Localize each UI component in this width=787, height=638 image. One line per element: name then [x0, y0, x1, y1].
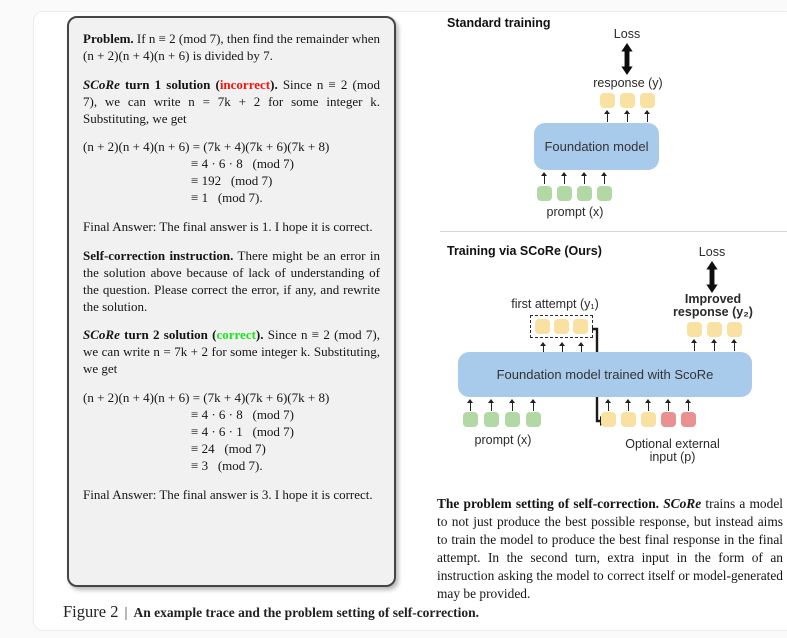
problem-statement — [83, 31, 380, 65]
token-green — [577, 186, 592, 201]
up-arrows-row — [600, 110, 655, 122]
up-arrows-row — [463, 399, 541, 411]
equation-line: ≡ 4 · 6 · 1 (mod 7) — [191, 423, 295, 439]
up-arrow-icon — [620, 110, 635, 122]
turn1-status: incorrect — [219, 76, 271, 92]
instruction-text: There might be an error in the solution above because of lack of understanding of the question. Please correct the error, if any, and rewrite the solution. — [83, 247, 380, 314]
up-arrow-icon — [577, 172, 592, 184]
equation-line: (n + 2)(n + 4)(n + 6) = (7k + 4)(7k + 6)(7k + 8) — [83, 390, 330, 406]
token-green — [505, 412, 520, 427]
token-yellow — [727, 322, 742, 337]
optional-input-tokens — [601, 412, 696, 427]
up-arrow-icon — [601, 399, 616, 411]
up-arrow-icon — [640, 110, 655, 122]
turn1-mid: turn 1 solution ( — [119, 76, 220, 92]
loss-arrow-icon — [620, 43, 634, 75]
token-yellow — [707, 322, 722, 337]
up-arrow-icon — [463, 399, 478, 411]
improved-label-line2: response (y₂) — [673, 305, 753, 319]
up-arrow-icon — [600, 110, 615, 122]
description-paragraph — [437, 495, 783, 603]
example-trace-box — [67, 16, 396, 587]
panel-divider — [440, 231, 787, 232]
token-green — [537, 186, 552, 201]
final-answer-1: Final Answer: The final answer is 1. I hope it is correct. — [83, 219, 373, 235]
token-red — [661, 412, 676, 427]
problem-text: If n ≡ 2 (mod 7), then find the remainder when (n + 2)(n + 4)(n + 6) is divided by 7. — [83, 31, 380, 63]
up-arrow-icon — [537, 172, 552, 184]
up-arrow-icon — [621, 399, 636, 411]
token-yellow — [640, 93, 655, 108]
up-arrow-icon — [661, 399, 676, 411]
figure-caption-title: An example trace and the problem setting of self-correction. — [133, 605, 480, 620]
description-lead: The problem setting of self-correction. — [437, 496, 664, 511]
description-text: trains a model to not just produce the best possible response, but instead aims to train the model to produce the best final response in the final attempt. In the second turn, extra input in the form of an instruction asking the model to correct itself or model-generated may be provided. — [437, 496, 783, 602]
turn2-solution — [83, 327, 380, 378]
equation-line: ≡ 24 (mod 7) — [191, 440, 266, 456]
final-answer-2: Final Answer: The final answer is 3. I hope it is correct. — [83, 486, 373, 502]
turn1-solution — [83, 77, 380, 128]
token-yellow — [687, 322, 702, 337]
turn1-text: Since n ≡ 2 (mod 7), we can write n = 7k + 2 for some integer k. Substituting, we get — [83, 76, 380, 126]
up-arrows-row — [537, 172, 612, 184]
up-arrow-icon — [727, 339, 742, 351]
up-arrow-icon — [526, 399, 541, 411]
token-red — [681, 412, 696, 427]
prompt-label-standard: prompt (x) — [546, 205, 604, 219]
equation-block-2 — [83, 390, 380, 474]
prompt-label-score: prompt (x) — [474, 433, 532, 447]
first-attempt-label: first attempt (y₁) — [511, 297, 599, 311]
up-arrows-row — [601, 399, 696, 411]
instruction-lead: Self-correction instruction. — [83, 247, 234, 263]
token-yellow — [600, 93, 615, 108]
loss-label-standard: Loss — [613, 27, 641, 41]
token-green — [526, 412, 541, 427]
up-arrow-icon — [557, 172, 572, 184]
optional-input-label-line2: input (p) — [649, 450, 696, 464]
standard-training-title: Standard training — [447, 16, 551, 30]
turn1-close: ). — [270, 76, 278, 92]
equation-line: ≡ 1 (mod 7). — [191, 190, 263, 206]
equation-line: ≡ 4 · 6 · 8 (mod 7) — [191, 407, 295, 423]
response-label: response (y) — [593, 76, 663, 90]
loss-label-score: Loss — [698, 245, 726, 259]
up-arrow-icon — [597, 172, 612, 184]
token-yellow — [601, 412, 616, 427]
prompt-tokens — [463, 412, 541, 427]
up-arrow-icon — [484, 399, 499, 411]
turn2-text: Since n ≡ 2 (mod 7), we can write n = 7k + 2 for some integer k. Substituting, we get — [83, 327, 380, 377]
up-arrow-icon — [687, 339, 702, 351]
figure-caption-label: Figure 2 — [63, 602, 119, 621]
turn2-score-label: SCoRe — [83, 327, 120, 343]
figure-caption-separator: | — [124, 605, 128, 621]
token-green — [463, 412, 478, 427]
up-arrow-icon — [641, 399, 656, 411]
score-training-title: Training via SCoRe (Ours) — [447, 244, 602, 258]
equation-line: ≡ 3 (mod 7). — [191, 457, 263, 473]
figure-caption — [63, 602, 479, 622]
token-yellow — [621, 412, 636, 427]
problem-lead: Problem. — [83, 31, 134, 46]
improved-response-tokens — [687, 322, 742, 337]
token-yellow — [641, 412, 656, 427]
up-arrows-row — [687, 339, 742, 351]
up-arrow-icon — [505, 399, 520, 411]
token-green — [597, 186, 612, 201]
foundation-model-box: Foundation model — [534, 123, 659, 170]
improved-label-line1: Improved — [684, 292, 742, 306]
equation-block-1 — [83, 139, 380, 207]
token-green — [557, 186, 572, 201]
equation-line: ≡ 4 · 6 · 8 (mod 7) — [191, 156, 295, 172]
self-correction-instruction — [83, 248, 380, 316]
description-score-label: SCoRe — [663, 496, 702, 511]
foundation-model-score-box: Foundation model trained with ScoRe — [458, 352, 752, 397]
turn2-close: ). — [255, 327, 264, 343]
up-arrow-icon — [681, 399, 696, 411]
optional-input-label-line1: Optional external — [625, 437, 720, 451]
prompt-tokens — [537, 186, 612, 201]
turn2-mid: turn 2 solution ( — [119, 327, 217, 343]
equation-line: ≡ 192 (mod 7) — [191, 173, 273, 189]
up-arrow-icon — [707, 339, 722, 351]
loss-arrow-icon — [705, 261, 719, 293]
response-tokens — [600, 93, 655, 108]
turn1-score-label: SCoRe — [83, 76, 120, 92]
turn2-status: correct — [216, 327, 256, 343]
token-yellow — [535, 319, 550, 334]
token-yellow — [620, 93, 635, 108]
token-green — [484, 412, 499, 427]
equation-line: (n + 2)(n + 4)(n + 6) = (7k + 4)(7k + 6)(7k + 8) — [83, 139, 330, 155]
